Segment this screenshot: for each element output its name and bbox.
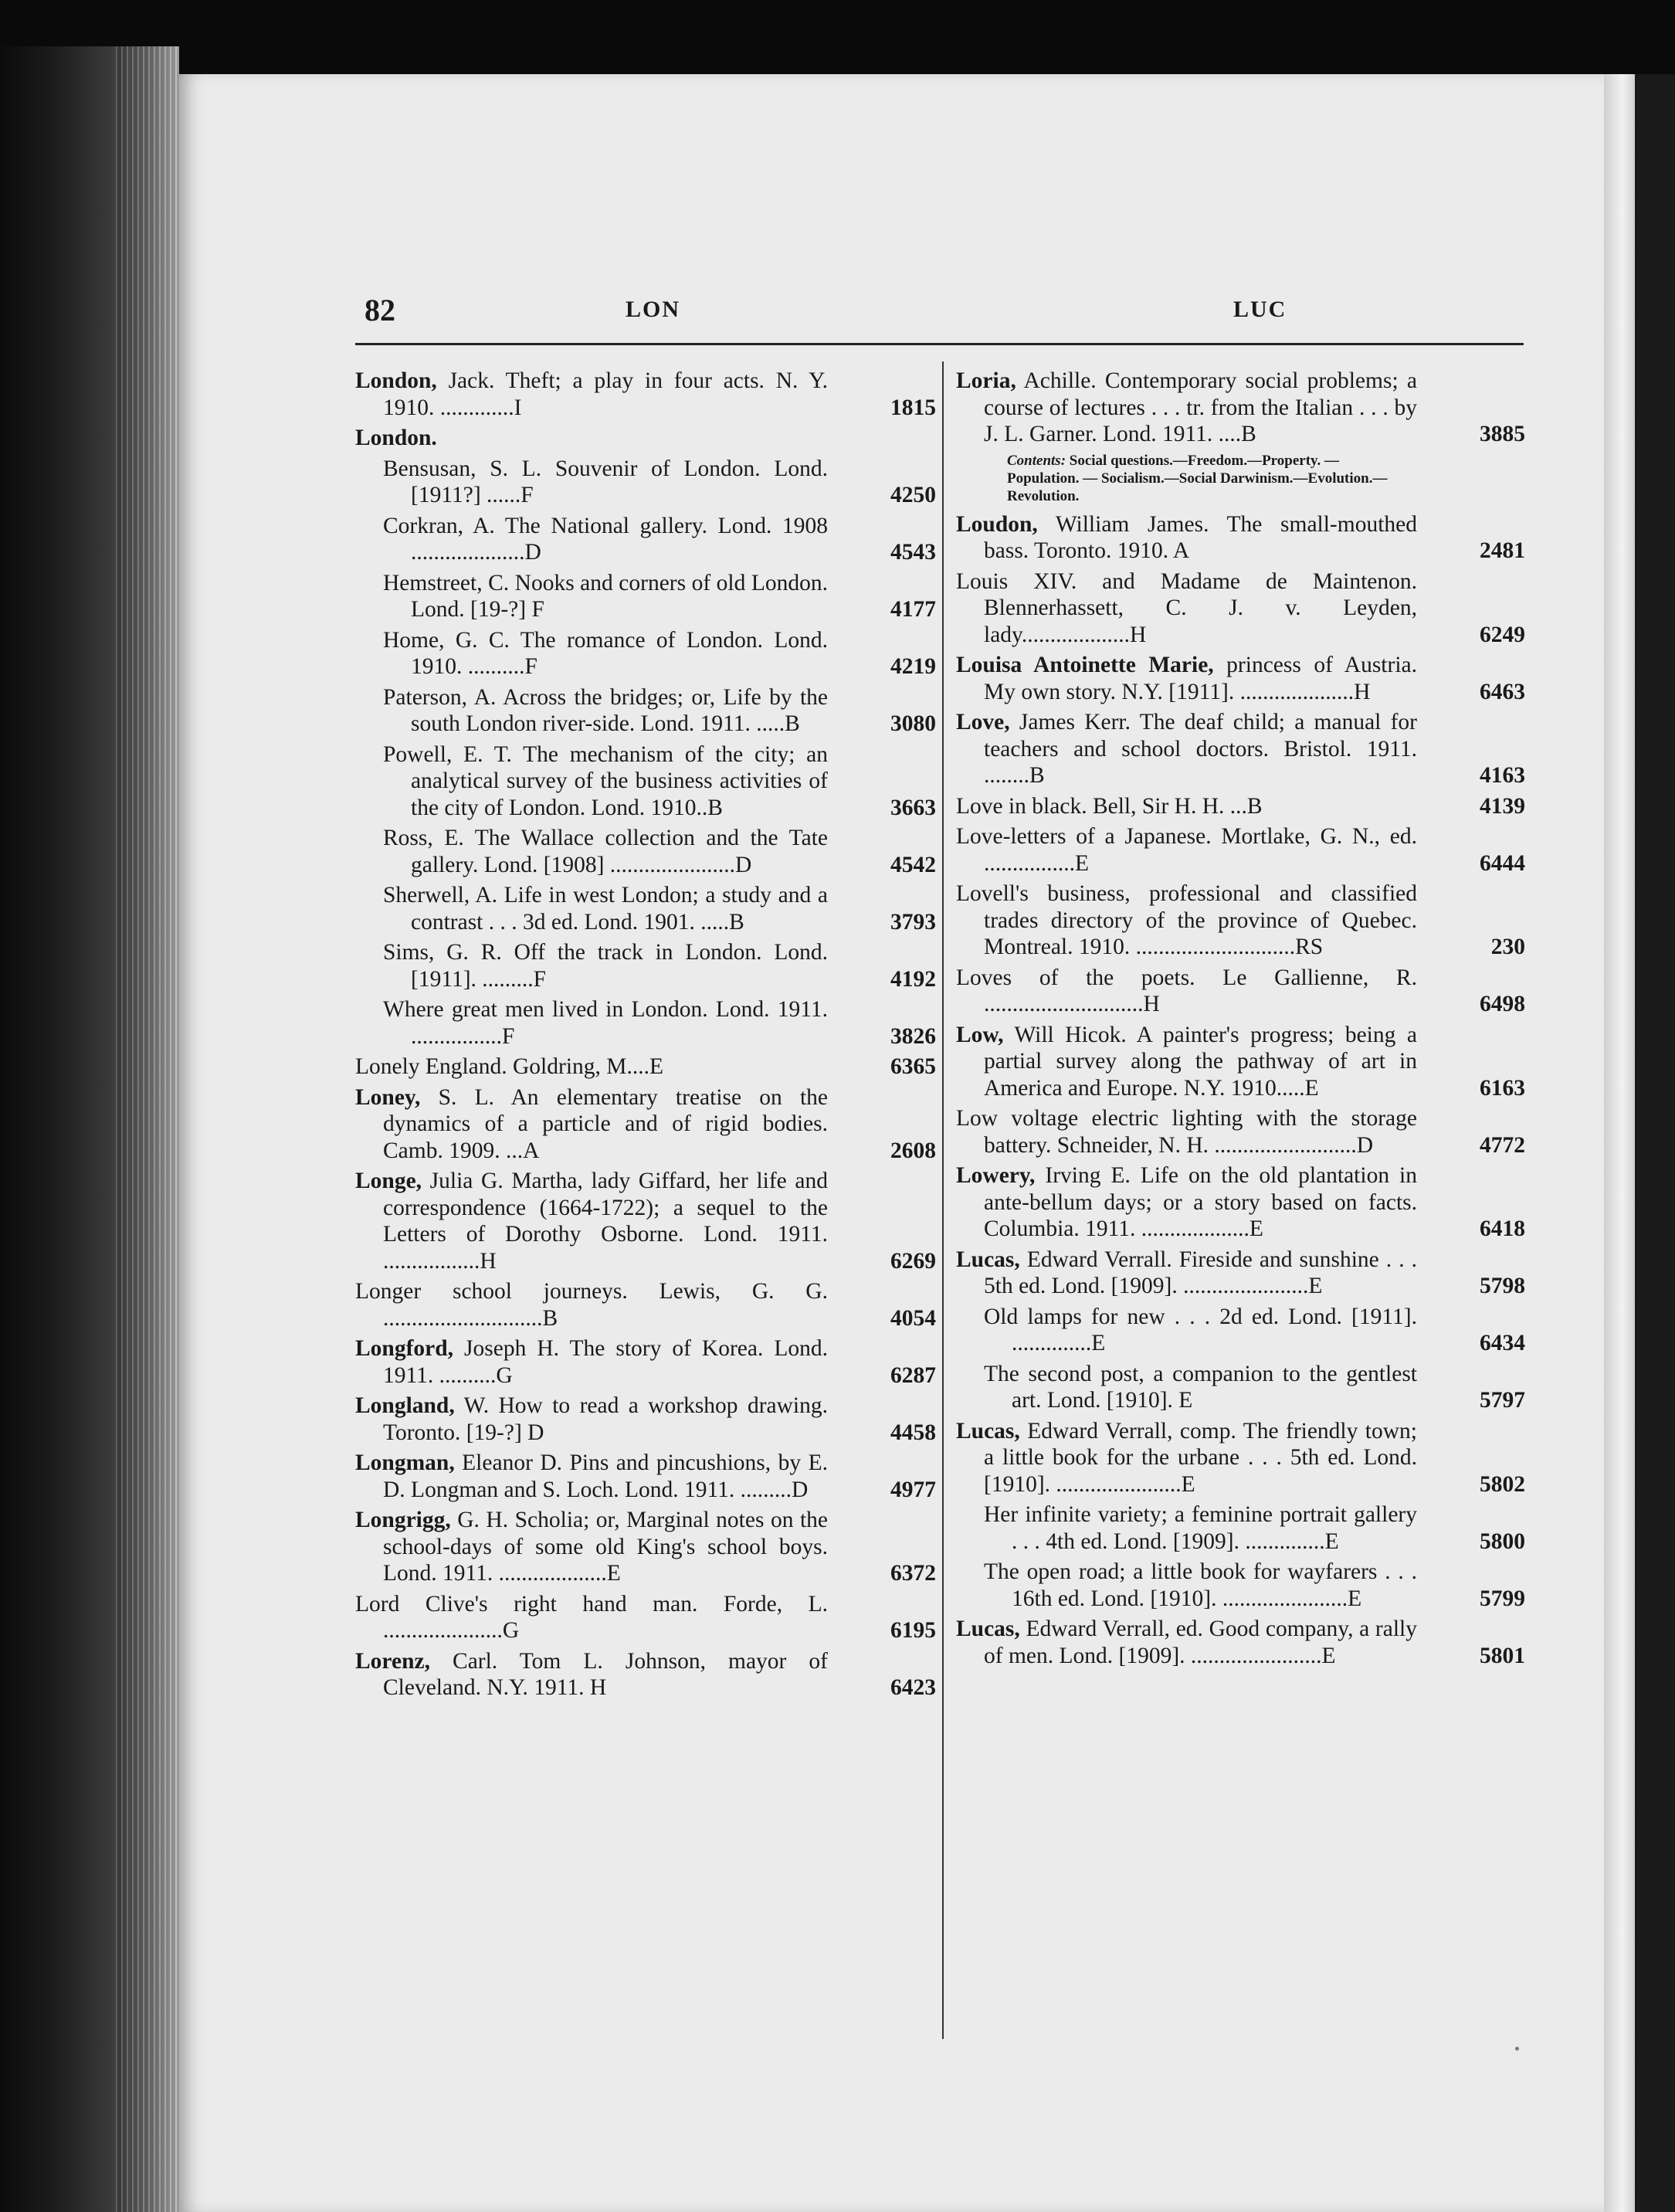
catalog-sub-entry [984,1501,1525,1555]
entry-heading: Loney, [355,1084,421,1110]
entry-description: Paterson, A. Across the bridges; or, Life by the south London river-side. Lond. 1911. .....B [383,684,828,736]
entry-description: princess of Austria. My own story. N.Y. [1911]. ....................H [984,653,1417,704]
entry-description: Her infinite variety; a feminine portrait gallery . . . 4th ed. Lond. [1909]. ..............E [984,1502,1417,1554]
call-number: 4054 [890,1305,936,1331]
catalog-entry [956,511,1525,565]
scan-border-top [0,0,1675,77]
entry-heading: Lowery, [956,1163,1036,1188]
call-number: 6463 [1480,679,1525,704]
entry-text [383,939,828,992]
entry-text [383,996,828,1050]
call-number: 4772 [1480,1132,1525,1158]
catalog-entry [355,1393,936,1446]
call-number: 6163 [1480,1075,1525,1101]
call-number: 5801 [1480,1643,1525,1668]
entry-text [984,1304,1417,1357]
right-column [956,368,1525,1673]
entry-description: Corkran, A. The National gallery. Lond. 1908 ....................D [383,513,828,565]
catalog-sub-entry [383,456,936,509]
entry-description: William James. The small-mouthed bass. Toronto. 1910. A [984,511,1417,563]
call-number: 4192 [890,966,936,992]
catalog-entry [355,1591,936,1644]
contents-text: Social questions.—Freedom.—Property. — Population. — Socialism.—Social Darwinism.—Evolution.—Revolution. [1007,452,1388,504]
entry-text [956,1022,1417,1102]
catalog-entry [956,1247,1525,1300]
call-number: 6498 [1480,992,1525,1016]
entry-description: Bensusan, S. L. Souvenir of London. Lond. [1911?] ......F [383,456,828,507]
call-number: 3663 [890,795,936,820]
entry-text [984,1559,1417,1612]
entry-heading: Lucas, [956,1418,1020,1444]
call-number: 4458 [890,1420,936,1445]
entry-text [355,1591,828,1644]
contents-label: Contents: [1007,452,1066,469]
entry-description: Ross, E. The Wallace collection and the Tate gallery. Lond. [1908] ......................D [383,826,828,877]
call-number: 5799 [1480,1586,1525,1611]
catalog-entry [355,1278,936,1332]
catalog-entry [956,1022,1525,1102]
catalog-entry [956,1162,1525,1243]
entry-description: The second post, a companion to the gentlest art. Lond. [1910]. E [984,1361,1417,1413]
catalog-sub-entry [383,882,936,935]
catalog-entry [956,1418,1525,1498]
call-number: 4163 [1480,763,1525,788]
call-number: 5797 [1480,1388,1525,1413]
entry-text [956,1105,1417,1159]
entry-description: Lonely England. Goldring, M....E [355,1054,664,1079]
entry-heading: Longrigg, [355,1508,451,1532]
call-number: 6287 [890,1362,936,1388]
entry-text [984,1361,1417,1414]
call-number: 5800 [1480,1528,1525,1554]
catalog-entry [355,1168,936,1274]
entry-heading: Loria, [956,368,1016,393]
call-number: 230 [1490,935,1525,959]
entry-description: Julia G. Martha, lady Giffard, her life and correspondence (1664-1722); a sequel to the Letters of Dorothy Osborne. Lond. 1911. .................H [383,1169,828,1274]
call-number: 4219 [890,654,936,679]
call-number: 6418 [1480,1216,1525,1241]
call-number: 3793 [890,909,936,935]
catalog-entry [355,1053,936,1081]
catalog-entry [956,1616,1525,1669]
entry-heading: Longman, [355,1450,455,1475]
entry-description: The open road; a little book for wayfarers . . . 16th ed. Lond. [1910]. ......................E [984,1559,1417,1611]
running-head-right: LUC [1233,297,1287,322]
entry-text [956,793,1417,820]
entry-text [355,1335,828,1389]
catalog-sub-entry [383,513,936,566]
entry-description: Edward Verrall, ed. Good company, a rally of men. Lond. [1909]. .......................E [984,1617,1417,1668]
entry-text [355,1053,828,1081]
catalog-sub-entry [383,825,936,878]
entry-description: Home, G. C. The romance of London. Lond. 1910. ..........F [383,627,828,679]
entry-description: Sherwell, A. Life in west London; a study and a contrast . . . 3d ed. Lond. 1901. .....B [383,883,828,935]
catalog-entry [355,1648,936,1701]
entry-description: Will Hicok. A painter's progress; being a partial survey along the pathway of art in America and Europe. N.Y. 1910.....E [984,1022,1417,1101]
scan-border-right [1635,74,1675,2212]
entry-description: Louis XIV. and Madame de Maintenon. Blennerhassett, C. J. v. Leyden, lady...................H [956,568,1417,647]
catalog-entry [956,793,1525,820]
entry-text [383,627,828,680]
entry-description: Hemstreet, C. Nooks and corners of old London. Lond. [19-?] F [383,570,828,622]
entry-text [383,882,828,935]
call-number: 4542 [890,852,936,877]
catalog-sub-entry [383,684,936,738]
entry-text [956,1616,1417,1669]
catalog-sub-entry [383,570,936,623]
entry-heading: Lucas, [956,1247,1020,1272]
call-number: 5802 [1480,1471,1525,1497]
entry-text [956,823,1417,877]
column-divider [942,361,944,2039]
entry-description: Lovell's business, professional and classified trades directory of the province of Quebec. Montreal. 1910. ............................RS [956,881,1417,959]
catalog-entry [355,425,936,452]
entry-heading: Lucas, [956,1617,1020,1641]
catalog-sub-entry [383,627,936,680]
call-number: 6423 [890,1675,936,1700]
entry-text [355,1084,828,1165]
entry-text [956,1418,1417,1498]
entry-description: Old lamps for new . . . 2d ed. Lond. [1911]. ..............E [984,1304,1417,1355]
catalog-entry [956,709,1525,789]
header-rule [355,343,1524,345]
call-number: 3885 [1480,422,1525,446]
entry-description: Powell, E. T. The mechanism of the city; an analytical survey of the business activities of the city of London. Lond. 1910..B [383,741,828,820]
catalog-sub-entry [383,741,936,822]
scan-speck [1515,2047,1519,2051]
entry-text [355,1168,828,1274]
catalog-entry [355,368,936,421]
entry-description: W. How to read a workshop drawing. Toronto. [19-?] D [383,1393,828,1445]
left-column [355,368,936,1705]
catalog-entry [956,1105,1525,1159]
page-edge-right [1604,74,1635,2212]
call-number: 4250 [890,483,936,507]
entry-description: Love in black. Bell, Sir H. H. ...B [956,793,1263,819]
call-number: 6434 [1480,1331,1525,1355]
entry-description: Where great men lived in London. Lond. 1911. ................F [383,997,828,1049]
catalog-entry [956,965,1525,1018]
catalog-entry [956,880,1525,961]
call-number: 6372 [890,1561,936,1586]
catalog-entry [355,1084,936,1165]
entry-text [383,456,828,509]
catalog-entry [355,1507,936,1587]
call-number: 4977 [890,1477,936,1502]
entry-description: G. H. Scholia; or, Marginal notes on the school-days of some old King's school boys. Lond. 1911. ...................E [383,1508,828,1586]
catalog-sub-entry [984,1304,1525,1357]
call-number: 3080 [890,711,936,736]
page-number: 82 [364,293,395,327]
entry-description: Joseph H. The story of Korea. Lond. 1911. ..........G [383,1336,828,1388]
call-number: 6365 [890,1054,936,1079]
catalog-entry [956,652,1525,705]
entry-text [355,1648,828,1701]
entry-text [956,1162,1417,1243]
call-number: 2481 [1480,538,1525,563]
entry-heading: Low, [956,1022,1004,1047]
catalog-contents-note [956,452,1525,505]
entry-description: Longer school journeys. Lewis, G. G. ............................B [355,1279,828,1331]
call-number: 5798 [1480,1274,1525,1298]
entry-text [956,880,1417,961]
entry-heading: Love, [956,710,1010,735]
call-number: 4543 [890,540,936,565]
entry-text [383,825,828,878]
catalog-sub-entry [984,1559,1525,1612]
call-number: 3826 [890,1023,936,1049]
entry-heading: Longland, [355,1393,455,1418]
entry-description: Irving E. Life on the old plantation in ante-bellum days; or a story based on facts. Columbia. 1911. ...................E [984,1163,1417,1241]
call-number: 6444 [1480,850,1525,876]
entry-description: Eleanor D. Pins and pincushions, by E. D. Longman and S. Loch. Lond. 1911. .........D [383,1450,828,1502]
entry-text [383,513,828,566]
entry-text [956,511,1417,565]
catalog-entry [355,1450,936,1503]
call-number: 1815 [890,395,936,420]
entry-heading: Longford, [355,1336,454,1361]
catalog-entry [956,823,1525,877]
catalog-sub-entry [383,996,936,1050]
entry-text [956,965,1417,1018]
call-number: 6269 [890,1248,936,1274]
entry-heading: Longe, [355,1169,422,1193]
running-head-left: LON [626,297,681,322]
entry-description: Low voltage electric lighting with the storage battery. Schneider, N. H. .........................D [956,1106,1417,1158]
entry-text [355,1507,828,1587]
entry-text [355,1450,828,1503]
entry-text [355,425,828,452]
entry-description: Lord Clive's right hand man. Forde, L. .....................G [355,1591,828,1643]
entry-description: S. L. An elementary treatise on the dynamics of a particle and of rigid bodies. Camb. 1909. ...A [383,1084,828,1163]
entry-description: Loves of the poets. Le Gallienne, R. ............................H [956,965,1417,1016]
entry-description: Achille. Contemporary social problems; a course of lectures . . . tr. from the Italian . . . by J. L. Garner. Lond. 1911. ....B [984,368,1417,446]
entry-description: Carl. Tom L. Johnson, mayor of Cleveland. N.Y. 1911. H [383,1648,828,1700]
call-number: 2608 [890,1138,936,1163]
entry-heading: London. [355,426,437,450]
entry-heading: Louisa Antoinette Marie, [956,653,1214,677]
catalog-sub-entry [383,939,936,992]
call-number: 4177 [890,597,936,622]
entry-text [984,1501,1417,1555]
catalog-sub-entry [984,1361,1525,1414]
binding-edge-lines [116,46,179,2212]
entry-description: Jack. Theft; a play in four acts. N. Y. 1910. .............I [383,368,828,420]
call-number: 6249 [1480,622,1525,647]
entry-description: Edward Verrall. Fireside and sunshine . . . 5th ed. Lond. [1909]. ......................E [984,1247,1417,1298]
entry-heading: Loudon, [956,511,1038,537]
call-number: 6195 [890,1618,936,1643]
entry-text [355,368,828,421]
entry-description: Edward Verrall, comp. The friendly town; a little book for the urbane . . . 5th ed. Lond. [1910]. ......................E [984,1418,1417,1497]
entry-text [956,652,1417,705]
catalog-entry [956,568,1525,649]
entry-text [956,568,1417,649]
entry-text [956,368,1417,448]
call-number: 4139 [1480,793,1525,819]
entry-text [383,570,828,623]
entry-text [355,1278,828,1332]
catalog-entry [355,1335,936,1389]
entry-text [383,684,828,738]
entry-text [956,709,1417,789]
entry-description: Love-letters of a Japanese. Mortlake, G. N., ed. ................E [956,824,1417,876]
entry-heading: Lorenz, [355,1648,430,1674]
entry-description: James Kerr. The deaf child; a manual for teachers and school doctors. Bristol. 1911. ........B [984,710,1417,788]
entry-description: Sims, G. R. Off the track in London. Lond. [1911]. .........F [383,940,828,992]
catalog-entry [956,368,1525,448]
entry-text [956,1247,1417,1300]
entry-heading: London, [355,368,437,393]
entry-text [383,741,828,822]
entry-text [355,1393,828,1446]
